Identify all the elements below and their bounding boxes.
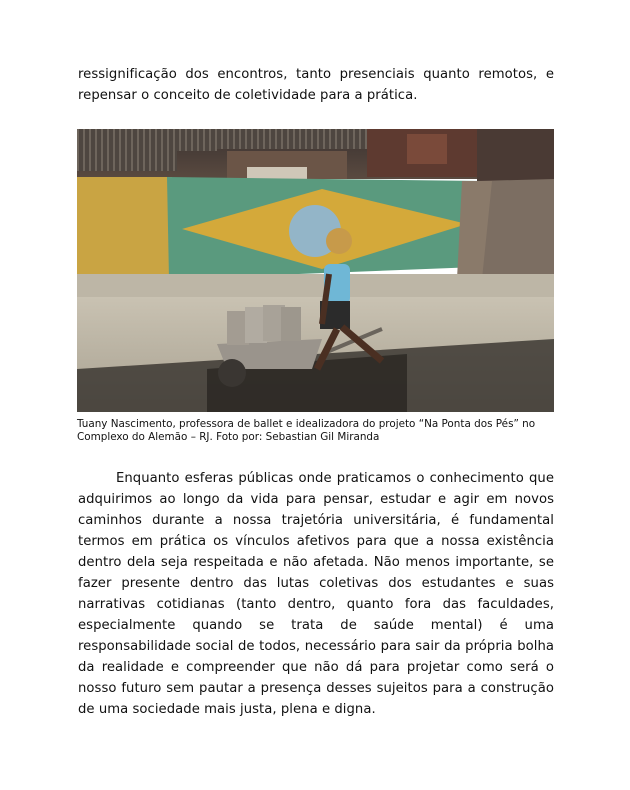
photo-caption: Tuany Nascimento, professora de ballet e idealizadora do projeto “Na Ponta dos Pés” no Complexo do Alemão – RJ. Foto por: Sebastian Gil Miranda [77, 418, 536, 443]
body-paragraph: Enquanto esferas públicas onde praticamos o conhecimento que adquirimos ao longo da vida para pensar, estudar e agir em novos caminhos durante a nossa trajetória universitária, é fundamental termos em prática os vínculos afetivos para que a nossa existência dentro dela seja respeitada e não afetada. Não menos importante, se fazer presente dentro das lutas coletivas dos estudantes e suas narrativas cotidianas (tanto dentro, quanto fora das faculdades, especialmente quando se trata de saúde mental) é uma responsabilidade social de todos, necessário para sair da própria bolha da realidade e compreender que não dá para projetar como será o nosso futuro sem pautar a presença desses sujeitos para a construção de uma sociedade mais justa, plena e digna. [78, 471, 554, 717]
article-photo [77, 129, 554, 412]
photo-illustration [77, 129, 554, 412]
intro-paragraph: ressignificação dos encontros, tanto presenciais quanto remotos, e repensar o conceito de coletividade para a prática. [78, 67, 554, 103]
